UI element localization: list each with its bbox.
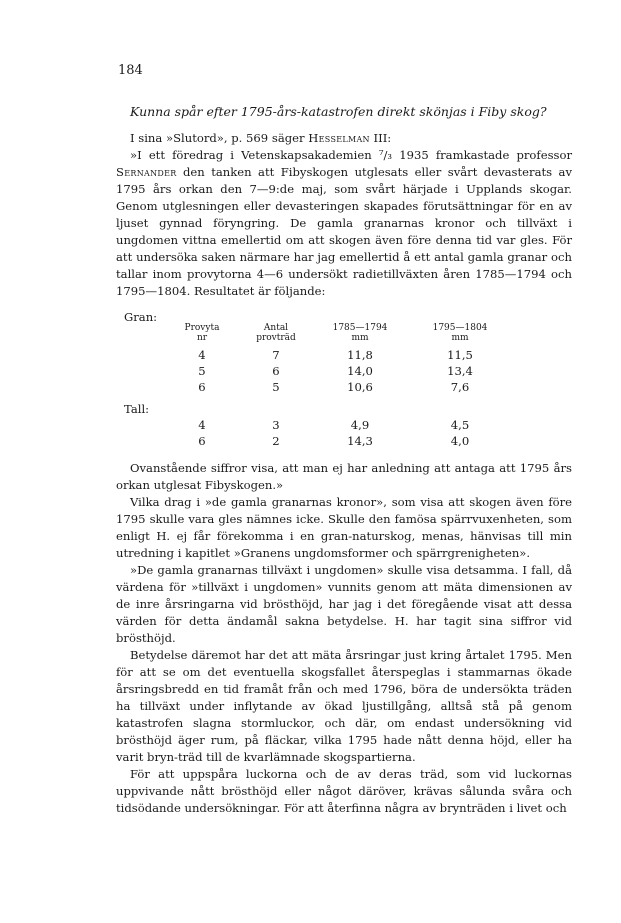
- table-cell: 4,5: [450, 418, 470, 432]
- table-cell: 7,6: [450, 380, 470, 394]
- lecture-date: ⁷/₃ 1935: [378, 148, 429, 162]
- author-name-sernander: Sernander: [116, 165, 177, 179]
- table-cell: 6: [272, 364, 280, 378]
- table-cell: 14,0: [347, 364, 373, 378]
- table-cell: 6: [198, 380, 206, 394]
- group-label-tall: Tall:: [124, 402, 150, 416]
- table-cell: 7: [272, 348, 280, 362]
- paragraph: Vilka drag i »de gamla granarnas kronor», som visa att skogen även före 1795 skulle vara gles nämnes icke. Skulle den famösa spärrvuxenheten, som enligt H. ej får förekomma i en gran-naturskog, menas, hänvisas till min utredning i kapitlet »Granens ungdomsformer och spärrgrenigheten».: [116, 495, 572, 560]
- table-cell: 5: [272, 380, 280, 394]
- intro-lead: I sina »Slutord», p. 569 säger Hesselman III:: [130, 131, 392, 145]
- table-cell: 4: [198, 418, 206, 432]
- group-label-gran: Gran:: [124, 310, 158, 324]
- table-cell: 14,3: [347, 434, 373, 448]
- section-heading: Kunna spår efter 1795-års-katastrofen direkt skönjas i Fiby skog?: [130, 104, 547, 119]
- quote-paragraph: »I ett föredrag i Vetenskapsakademien ⁷/₃ 1935 framkastade professor Sernander den tanken att Fibyskogen utglesats eller svårt devasterats av 1795 års orkan den 7—9:de maj, som svårt härjade i Upplands skogar. Genom utglesningen eller devasteringen skapades förutsättningar för en av ljuset gynnad föryngring. De gamla granarnas kronor och tillväxt i ungdomen vittna emellertid om att skogen även före denna tid var gles. För att undersöka saken närmare har jag emellertid å ett antal gamla granar och tallar inom provytorna 4—6 undersökt radietillväxten åren 1785—1794 och 1795—1804. Resultatet är följande:: [116, 148, 572, 298]
- table-cell: 3: [272, 418, 280, 432]
- paragraph: »De gamla granarnas tillväxt i ungdomen» skulle visa detsamma. I fall, då värdena för »tillväxt i ungdomen» vunnits genom att mäta dimensionen av de inre årsringarna vid brösthöjd, har jag i det föregående visat att dessa värden för detta ändamål sakna betydelse. H. har tagit sina siffror vid brösthöjd.: [116, 563, 572, 645]
- table-cell: 6: [198, 434, 206, 448]
- table-cell: 10,6: [347, 380, 373, 394]
- page-number: 184: [118, 63, 143, 78]
- paragraph: Ovanstående siffror visa, att man ej har anledning att antaga att 1795 års orkan utglesat Fibyskogen.»: [116, 461, 572, 492]
- table-cell: 11,8: [347, 348, 373, 362]
- header-provyta: Provyta nr: [184, 323, 220, 343]
- intro-text: [116, 130, 572, 300]
- header-1785-1794: 1785—1794 mm: [332, 323, 388, 343]
- table-cell: 4: [198, 348, 206, 362]
- table-cell: 4,9: [350, 418, 370, 432]
- header-antal: Antal provträd: [256, 323, 296, 343]
- paragraph: För att uppspåra luckorna och de av deras träd, som vid luckornas uppvivande nått brösthöjd eller något däröver, krävas sålunda svåra och tidsödande undersökningar. För att återfinna några av brynträden i livet och: [116, 767, 572, 815]
- author-name: Hesselman: [308, 131, 370, 145]
- table-cell: 4,0: [450, 434, 470, 448]
- table-cell: 2: [272, 434, 280, 448]
- table-cell: 11,5: [447, 348, 473, 362]
- table-cell: 5: [198, 364, 206, 378]
- paragraph: Betydelse däremot har det att mäta årsringar just kring årtalet 1795. Men för att se om det eventuella skogsfallet återspeglas i stammarnas ökade årsringsbredd en tid framåt från och med 1796, böra de undersökta träden ha tillväxt under inflytande av ökad ljustillgång, alltså stå på genom katastrofen slagna stormluckor, och där, om endast undersökning vid brösthöjd äger rum, på fläckar, vilka 1795 hade nått denna höjd, eller ha varit bryn-träd till de kvarlämnade skogspartierna.: [116, 648, 572, 764]
- table-cell: 13,4: [447, 364, 473, 378]
- header-1795-1804: 1795—1804 mm: [432, 323, 488, 343]
- body-text: [116, 460, 572, 817]
